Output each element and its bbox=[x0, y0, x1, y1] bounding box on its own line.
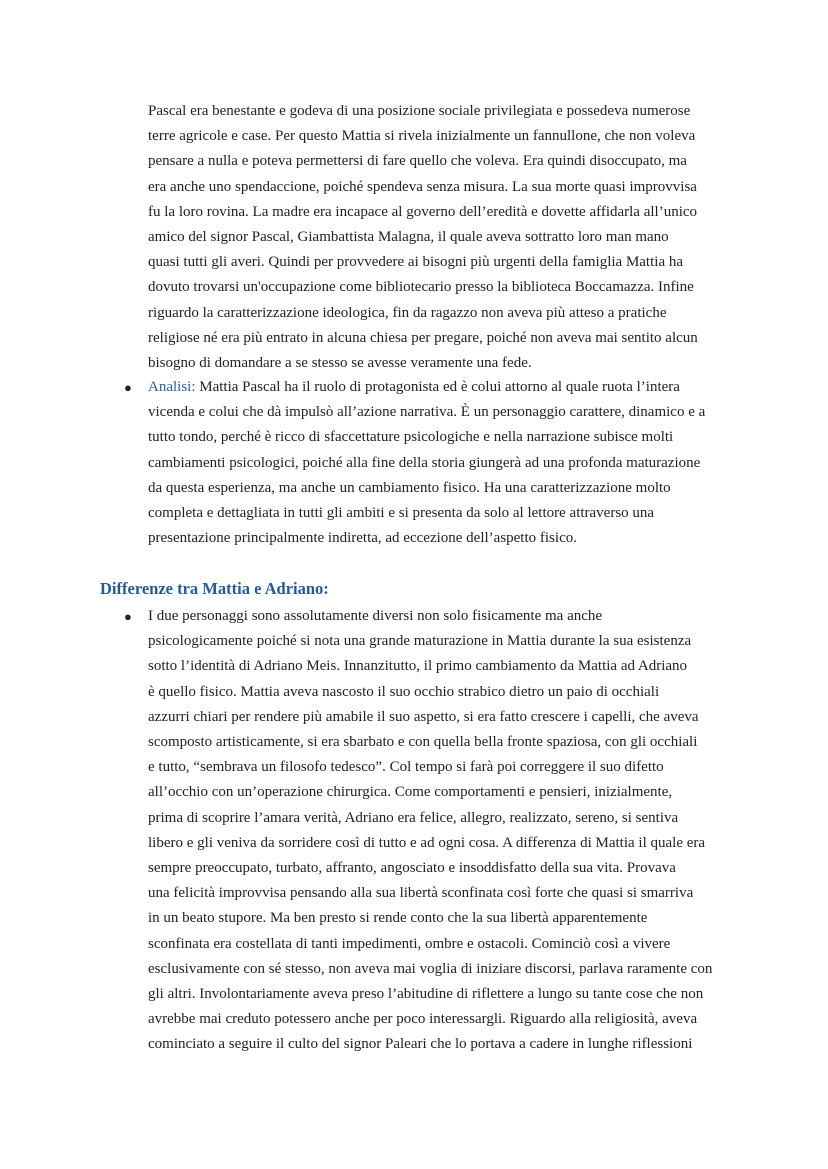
analysis-list-item bbox=[148, 375, 728, 551]
analysis-first-line: Mattia Pascal ha il ruolo di protagonista ed è colui attorno al quale ruota l’intera bbox=[195, 379, 680, 395]
text-line: completa e dettagliata in tutti gli ambiti e si presenta da solo al lettore attraverso una bbox=[148, 505, 655, 522]
text-line bbox=[148, 375, 728, 400]
text-line: presentazione principalmente indiretta, ad eccezione dell’aspetto fisico. bbox=[148, 530, 577, 547]
text-line: cambiamenti psicologici, poiché alla fine della storia giungerà ad una profonda maturazione bbox=[148, 454, 701, 471]
text-line: sempre preoccupato, turbato, affranto, angosciato e insoddisfatto della sua vita. Provava bbox=[148, 860, 676, 877]
text-line: amico del signor Pascal, Giambattista Malagna, il quale aveva sottratto loro man mano bbox=[148, 229, 669, 246]
text-line: sotto l’identità di Adriano Meis. Innanzitutto, il primo cambiamento da Mattia ad Adriano bbox=[148, 658, 688, 675]
text-line: e tutto, “sembrava un filosofo tedesco”. Col tempo si farà poi correggere il suo difetto bbox=[148, 759, 664, 776]
section-heading: Differenze tra Mattia e Adriano: bbox=[100, 579, 329, 598]
text-line: avrebbe mai creduto potessero anche per poco interessargli. Riguardo alla religiosità, aveva bbox=[148, 1011, 698, 1028]
text-line: pensare a nulla e poteva permettersi di fare quello che voleva. Era quindi disoccupato, ma bbox=[148, 153, 687, 170]
text-line: gli altri. Involontariamente aveva preso l’abitudine di riflettere a lungo su tante cose che non bbox=[148, 986, 704, 1003]
text-line: libero e gli veniva da sorridere così di tutto e ad ogni cosa. A differenza di Mattia il quale era bbox=[148, 834, 706, 851]
analysis-label: Analisi: bbox=[148, 379, 196, 395]
text-line: religiose né era più entrato in alcuna chiesa per pregare, poiché non aveva mai sentito alcun bbox=[148, 329, 698, 346]
text-line: all’occhio con un’operazione chirurgica. Come comportamenti e pensieri, inizialmente, bbox=[148, 784, 673, 801]
text-line: psicologicamente poiché si nota una grande maturazione in Mattia durante la sua esistenza bbox=[148, 633, 692, 650]
text-line: sconfinata era costellata di tanti impedimenti, ombre e ostacoli. Cominciò così a vivere bbox=[148, 935, 671, 952]
text-line: dovuto trovarsi un'occupazione come bibliotecario presso la biblioteca Boccamazza. Infine bbox=[148, 279, 694, 296]
bullet-icon: ● bbox=[124, 380, 132, 395]
text-line: vicenda e colui che dà impulsò all’azione narrativa. È un personaggio carattere, dinamico e a bbox=[148, 404, 706, 421]
text-line: era anche uno spendaccione, poiché spendeva senza misura. La sua morte quasi improvvisa bbox=[148, 178, 697, 195]
text-line: riguardo la caratterizzazione ideologica, fin da ragazzo non aveva più atteso a pratiche bbox=[148, 304, 667, 321]
text-line: azzurri chiari per rendere più amabile il suo aspetto, si era fatto crescere i capelli, che aveva bbox=[148, 708, 699, 725]
text-line: in un beato stupore. Ma ben presto si rende conto che la sua libertà apparentemente bbox=[148, 910, 648, 927]
text-line: bisogno di domandare a se stesso se avesse veramente una fede. bbox=[148, 355, 532, 372]
differences-list-item bbox=[148, 604, 728, 1058]
intro-paragraph bbox=[148, 99, 728, 376]
text-line: Pascal era benestante e godeva di una posizione sociale privilegiata e possedeva numerose bbox=[148, 103, 691, 119]
text-line: terre agricole e case. Per questo Mattia si rivela inizialmente un fannullone, che non voleva bbox=[148, 128, 696, 145]
text-line: I due personaggi sono assolutamente diversi non solo fisicamente ma anche bbox=[148, 608, 603, 624]
text-line: da questa esperienza, ma anche un cambiamento fisico. Ha una caratterizzazione molto bbox=[148, 479, 671, 496]
text-line: esclusivamente con sé stesso, non aveva mai voglia di iniziare discorsi, parlava raramente con bbox=[148, 960, 713, 977]
text-line: cominciato a seguire il culto del signor Paleari che lo portava a cadere in lunghe riflessioni bbox=[148, 1036, 693, 1053]
text-line: quasi tutti gli averi. Quindi per provvedere ai bisogni più urgenti della famiglia Mattia ha bbox=[148, 254, 684, 271]
text-line: è quello fisico. Mattia aveva nascosto il suo occhio strabico dietro un paio di occhiali bbox=[148, 683, 660, 700]
text-line: tutto tondo, perché è ricco di sfaccettature psicologiche e nella narrazione subisce molti bbox=[148, 429, 674, 446]
text-line: fu la loro rovina. La madre era incapace al governo dell’eredità e dovette affidarla all’unico bbox=[148, 203, 698, 220]
text-line: prima di scoprire l’amara verità, Adriano era felice, allegro, realizzato, sereno, si sentiva bbox=[148, 809, 679, 826]
text-line: scomposto artisticamente, si era sbarbato e con quella bella fronte spaziosa, con gli occhiali bbox=[148, 734, 698, 751]
bullet-icon: ● bbox=[124, 609, 132, 624]
text-line: una felicità improvvisa pensando alla sua libertà sconfinata così forte che quasi si smarriva bbox=[148, 885, 694, 902]
